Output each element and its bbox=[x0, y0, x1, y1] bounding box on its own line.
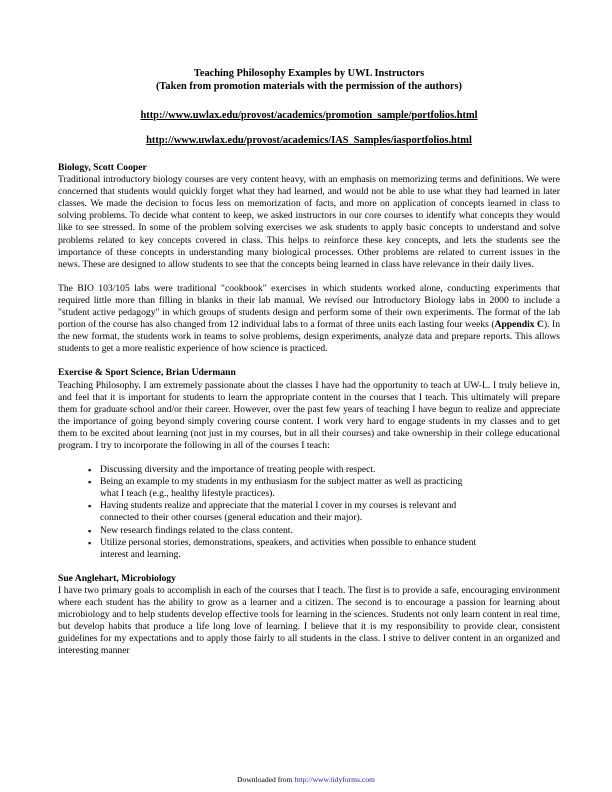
section-exercise bbox=[58, 367, 560, 560]
section-microbiology bbox=[58, 573, 560, 658]
list-item: ▪ Being an example to my students in my enthusiasm for the subject matter as well as practicing what I teach (e.g., healthy lifestyle practices). bbox=[92, 476, 482, 500]
appendix-c-ref: Appendix C bbox=[494, 319, 544, 331]
section-biology bbox=[58, 162, 560, 271]
portfolio-link-ias[interactable]: http://www.uwlax.edu/provost/academics/IAS_Samples/iasportfolios.html bbox=[146, 135, 472, 146]
document-header bbox=[58, 0, 560, 146]
list-item: ▪ Having students realize and appreciate that the material I cover in my courses is relevant and connected to their other courses (general education and their major). bbox=[92, 500, 482, 524]
footer-prefix: Downloaded from bbox=[237, 775, 295, 784]
biology-p2-text-b: ). In the new format, the students work in teams to solve problems, design experiments, analyze data and prepare reports. This allows students to get a more realistic experience of how science is practiced. bbox=[58, 319, 560, 355]
list-item: ▪ New research findings related to the class content. bbox=[92, 525, 482, 537]
document-subtitle: (Taken from promotion materials with the permission of the authors) bbox=[155, 81, 463, 92]
section-heading-biology: Biology, Scott Cooper bbox=[58, 162, 147, 173]
download-footer bbox=[0, 775, 612, 784]
biology-paragraph-1: Traditional introductory biology courses are very content heavy, with an emphasis on memorizing terms and definitions. We were concerned that students would quickly forget what they had learned, and would not be able to use what they had learned in later classes. We made the decision to focus less on memorization of facts, and more on application of concepts learned in class to solving problems. To decide what content to keep, we asked instructors in our core courses to identify what concepts they would like to see stressed. In some of the problem solving exercises we ask students to apply basic concepts to understand and solve problems related to key concepts covered in class. This helps to reinforce these key concepts, and lets the students see the importance of these concepts in understanding many biological processes. Other problems are related to current issues in the news. These are designed to allow students to see that the concepts being learned in class have relevance in their daily lives. bbox=[58, 174, 560, 270]
microbiology-paragraph-1: I have two primary goals to accomplish in each of the courses that I teach. The first is to provide a safe, encouraging environment where each student has the ability to grow as a learner and a citizen. The second is to encourage a passion for learning about microbiology and to help students develop effective tools for learning in the sciences. Students not only learn content in real time, but develop habits that produce a life long love of learning. I believe that it is my responsibility to provide clear, consistent guidelines for my expectations and to apply those fairly to all students in the class. I strive to deliver content in an organized and interesting manner bbox=[58, 584, 560, 657]
exercise-paragraph-1: Teaching Philosophy. I am extremely passionate about the classes I have had the opportunity to teach at UW-L. I truly believe in, and feel that it is important for students to learn the appropriate content in the courses that I teach. This ultimately will prepare them for graduate school and/or their career. However, over the past few years of teaching I have begun to realize and appreciate the importance of going beyond simply covering course content. I work very hard to engage students in my classes and to get them to be excited about learning (not just in my courses, but in all their courses) and take ownership in their college educational program. I try to incorporate the following in all of the courses I teach: bbox=[58, 379, 560, 451]
section-heading-exercise: Exercise & Sport Science, Brian Udermann bbox=[58, 367, 236, 379]
list-item: ▪ Discussing diversity and the importance of treating people with respect. bbox=[92, 464, 482, 476]
biology-paragraph-2 bbox=[58, 283, 560, 356]
biology-p2-text-a: The BIO 103/105 labs were traditional "cookbook" exercises in which students worked alone, conducting experiments that required little more than filling in blanks in their lab manual. We revised our Introductory Biology labs in 2000 to include a "student active pedagogy" in which groups of students design and perform some of their own experiments. The format of the lab portion of the course has also changed from 12 individual labs to a format of three units each lasting four weeks ( bbox=[58, 282, 560, 331]
exercise-bullet-list bbox=[58, 464, 482, 561]
document-title: Teaching Philosophy Examples by UWL Instructors bbox=[193, 68, 425, 79]
section-heading-microbiology: Sue Anglehart, Microbiology bbox=[58, 572, 176, 584]
list-item: ▪ Utilize personal stories, demonstrations, speakers, and activities when possible to enhance student interest and learning. bbox=[92, 537, 482, 561]
footer-link[interactable]: http://www.tidyforms.com bbox=[294, 775, 375, 784]
portfolio-link-promotion[interactable]: http://www.uwlax.edu/provost/academics/promotion_sample/portfolios.html bbox=[140, 110, 478, 121]
section-biology-labs bbox=[58, 283, 560, 356]
